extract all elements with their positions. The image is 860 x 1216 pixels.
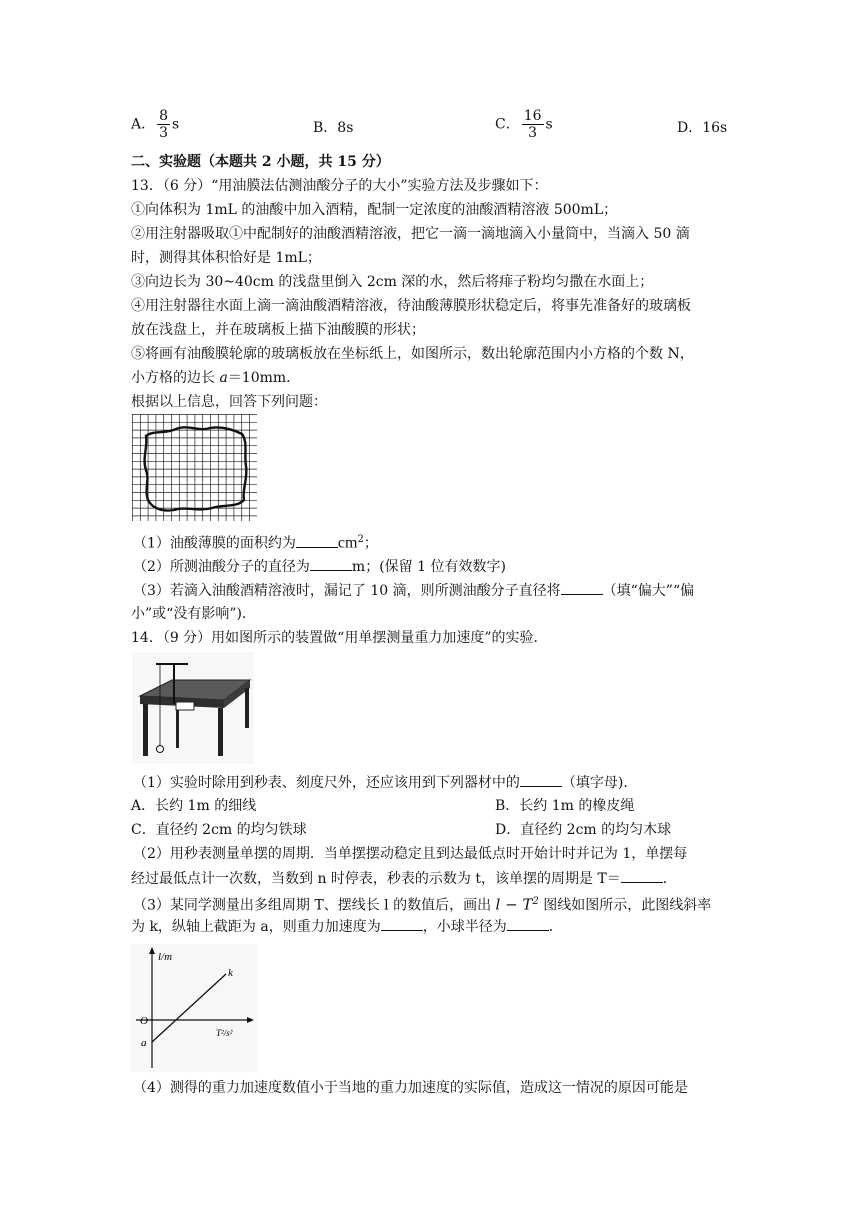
text-fragment: ； [363,535,378,552]
answer-blank[interactable] [381,916,423,931]
answer-blank[interactable] [296,533,338,548]
q14-option-c: C．直径约 2cm 的均匀铁球 [131,822,307,838]
text-fragment: 小方格的边长 [131,370,220,386]
q13-step5b [131,368,300,388]
text-fragment: ，小球半径为 [422,919,507,935]
text-fragment: ＝10mm． [227,370,301,386]
q13-step2a: ②用注射器吸取①中配制好的油酸酒精溶液，把它一滴一滴地滴入小量筒中，当滴入 50 滴 [131,226,690,242]
pendulum-apparatus-figure [132,652,254,764]
formula-l-T2: l − T [495,895,533,914]
fraction-8-3 [157,108,170,141]
superscript: 2 [357,534,364,545]
q14-option-d: D．直径约 2cm 的均匀木球 [495,822,672,838]
fraction-numerator: 16 [523,108,542,124]
option-d: D．16s [677,120,728,136]
table-leg [143,704,148,756]
y-axis-label: l/m [158,951,173,963]
pendulum-bob [157,746,164,753]
graph-background [130,944,258,1072]
text-fragment: 图线如图所示，此图线斜率 [538,897,712,914]
text-fragment: （1）油酸薄膜的面积约为 [133,535,296,552]
q14-sub2a: （2）用秒表测量单摆的周期．当单摆摆动稳定且到达最低点时开始计时并记为 1，单摆每 [133,846,688,862]
q14-option-a: A．长约 1m 的细线 [131,798,257,814]
table-leg [218,708,223,756]
text-fragment: 经过最低点计一次数，当数到 n 时停表，秒表的示数为 t，该单摆的周期是 T＝ [131,871,621,887]
option-c [495,108,553,141]
text-fragment: （1）实验时除用到秒表、刻度尺外，还应该用到下列器材中的 [133,775,520,791]
option-b: B．8s [313,120,354,136]
fraction-denominator: 3 [159,125,169,141]
fraction-numerator: 8 [159,108,169,124]
slope-label-k: k [228,967,233,979]
q14-sub2b [131,868,677,889]
q13-sub2 [133,556,506,577]
q13-step4b: 放在浅盘上，并在玻璃板上描下油酸膜的形状； [131,322,425,338]
option-a-label: A． [131,116,156,133]
q13-sub3a [133,580,694,601]
q13-prompt: 根据以上信息，回答下列问题： [131,394,327,410]
text-fragment: m；(保留 1 位有效数字) [351,559,506,575]
l-t2-graph [130,944,258,1072]
oil-film-grid-figure [132,414,257,521]
text-fragment: ． [548,919,563,935]
q14-option-b: B．长约 1m 的橡皮绳 [495,798,635,814]
intercept-label-a: a [141,1037,147,1049]
q13-step5a: ⑤将画有油酸膜轮廓的玻璃板放在坐标纸上，如图所示，数出轮廓范围内小方格的个数 N， [131,346,694,362]
unit-cm: cm [337,534,358,552]
q14-sub3a [133,892,711,916]
q13-step4a: ④用注射器往水面上滴一滴油酸酒精溶液，待油酸薄膜形状稳定后，将事先准备好的玻璃板 [131,298,691,314]
option-a-unit: s [172,116,180,133]
answer-blank[interactable] [520,772,562,787]
text-fragment: （3）若滴入油酸酒精溶液时，漏记了 10 滴，则所测油酸分子直径将 [133,583,561,599]
q14-sub4: （4）测得的重力加速度数值小于当地的重力加速度的实际值，造成这一情况的原因可能是 [133,1080,688,1096]
q13-step3: ③向边长为 30~40cm 的浅盘里倒入 2cm 深的水，然后将痱子粉均匀撒在水面上； [131,274,654,290]
answer-blank[interactable] [310,556,352,571]
q14-sub3b [131,916,563,937]
fraction-16-3 [522,108,544,141]
answer-blank[interactable] [621,868,663,883]
q13-step1: ①向体积为 1mL 的油酸中加入酒精，配制一定浓度的油酸酒精溶液 500mL； [131,202,618,218]
option-c-unit: s [545,116,553,133]
q13-step2b: 时，测得其体积恰好是 1mL； [131,250,321,266]
text-fragment: ． [662,871,677,887]
fraction-denominator: 3 [528,125,538,141]
table-leg [245,688,249,728]
origin-label: O [140,1015,148,1027]
variable-a: a [219,370,228,386]
answer-blank[interactable] [507,916,549,931]
superscript: 2 [532,896,539,907]
x-axis-label: T²/s² [216,1028,233,1038]
answer-blank[interactable] [561,580,603,595]
q14-intro: 14．（9 分）用如图所示的装置做“用单摆测量重力加速度”的实验． [131,630,548,646]
q13-intro: 13．（6 分）“用油膜法估测油酸分子的大小”实验方法及步骤如下： [131,178,548,194]
section-title: 二、实验题（本题共 2 小题，共 15 分） [131,154,390,170]
text-fragment: （填“偏大”“偏 [602,583,695,599]
text-fragment: （3）某同学测量出多组周期 T、摆线长 l 的数值后，画出 [133,897,496,914]
stand-base [176,702,194,710]
option-c-label: C． [495,116,520,133]
text-fragment: （填字母)． [561,775,638,791]
q14-sub1 [133,772,637,793]
text-fragment: 为 k，纵轴上截距为 a，则重力加速度为 [131,919,381,935]
text-fragment: （2）所测油酸分子的直径为 [133,559,310,575]
table-leg [176,704,179,748]
option-a [131,108,179,141]
q13-sub1 [133,530,378,554]
q13-sub3b: 小”或“没有影响”). [131,606,247,622]
